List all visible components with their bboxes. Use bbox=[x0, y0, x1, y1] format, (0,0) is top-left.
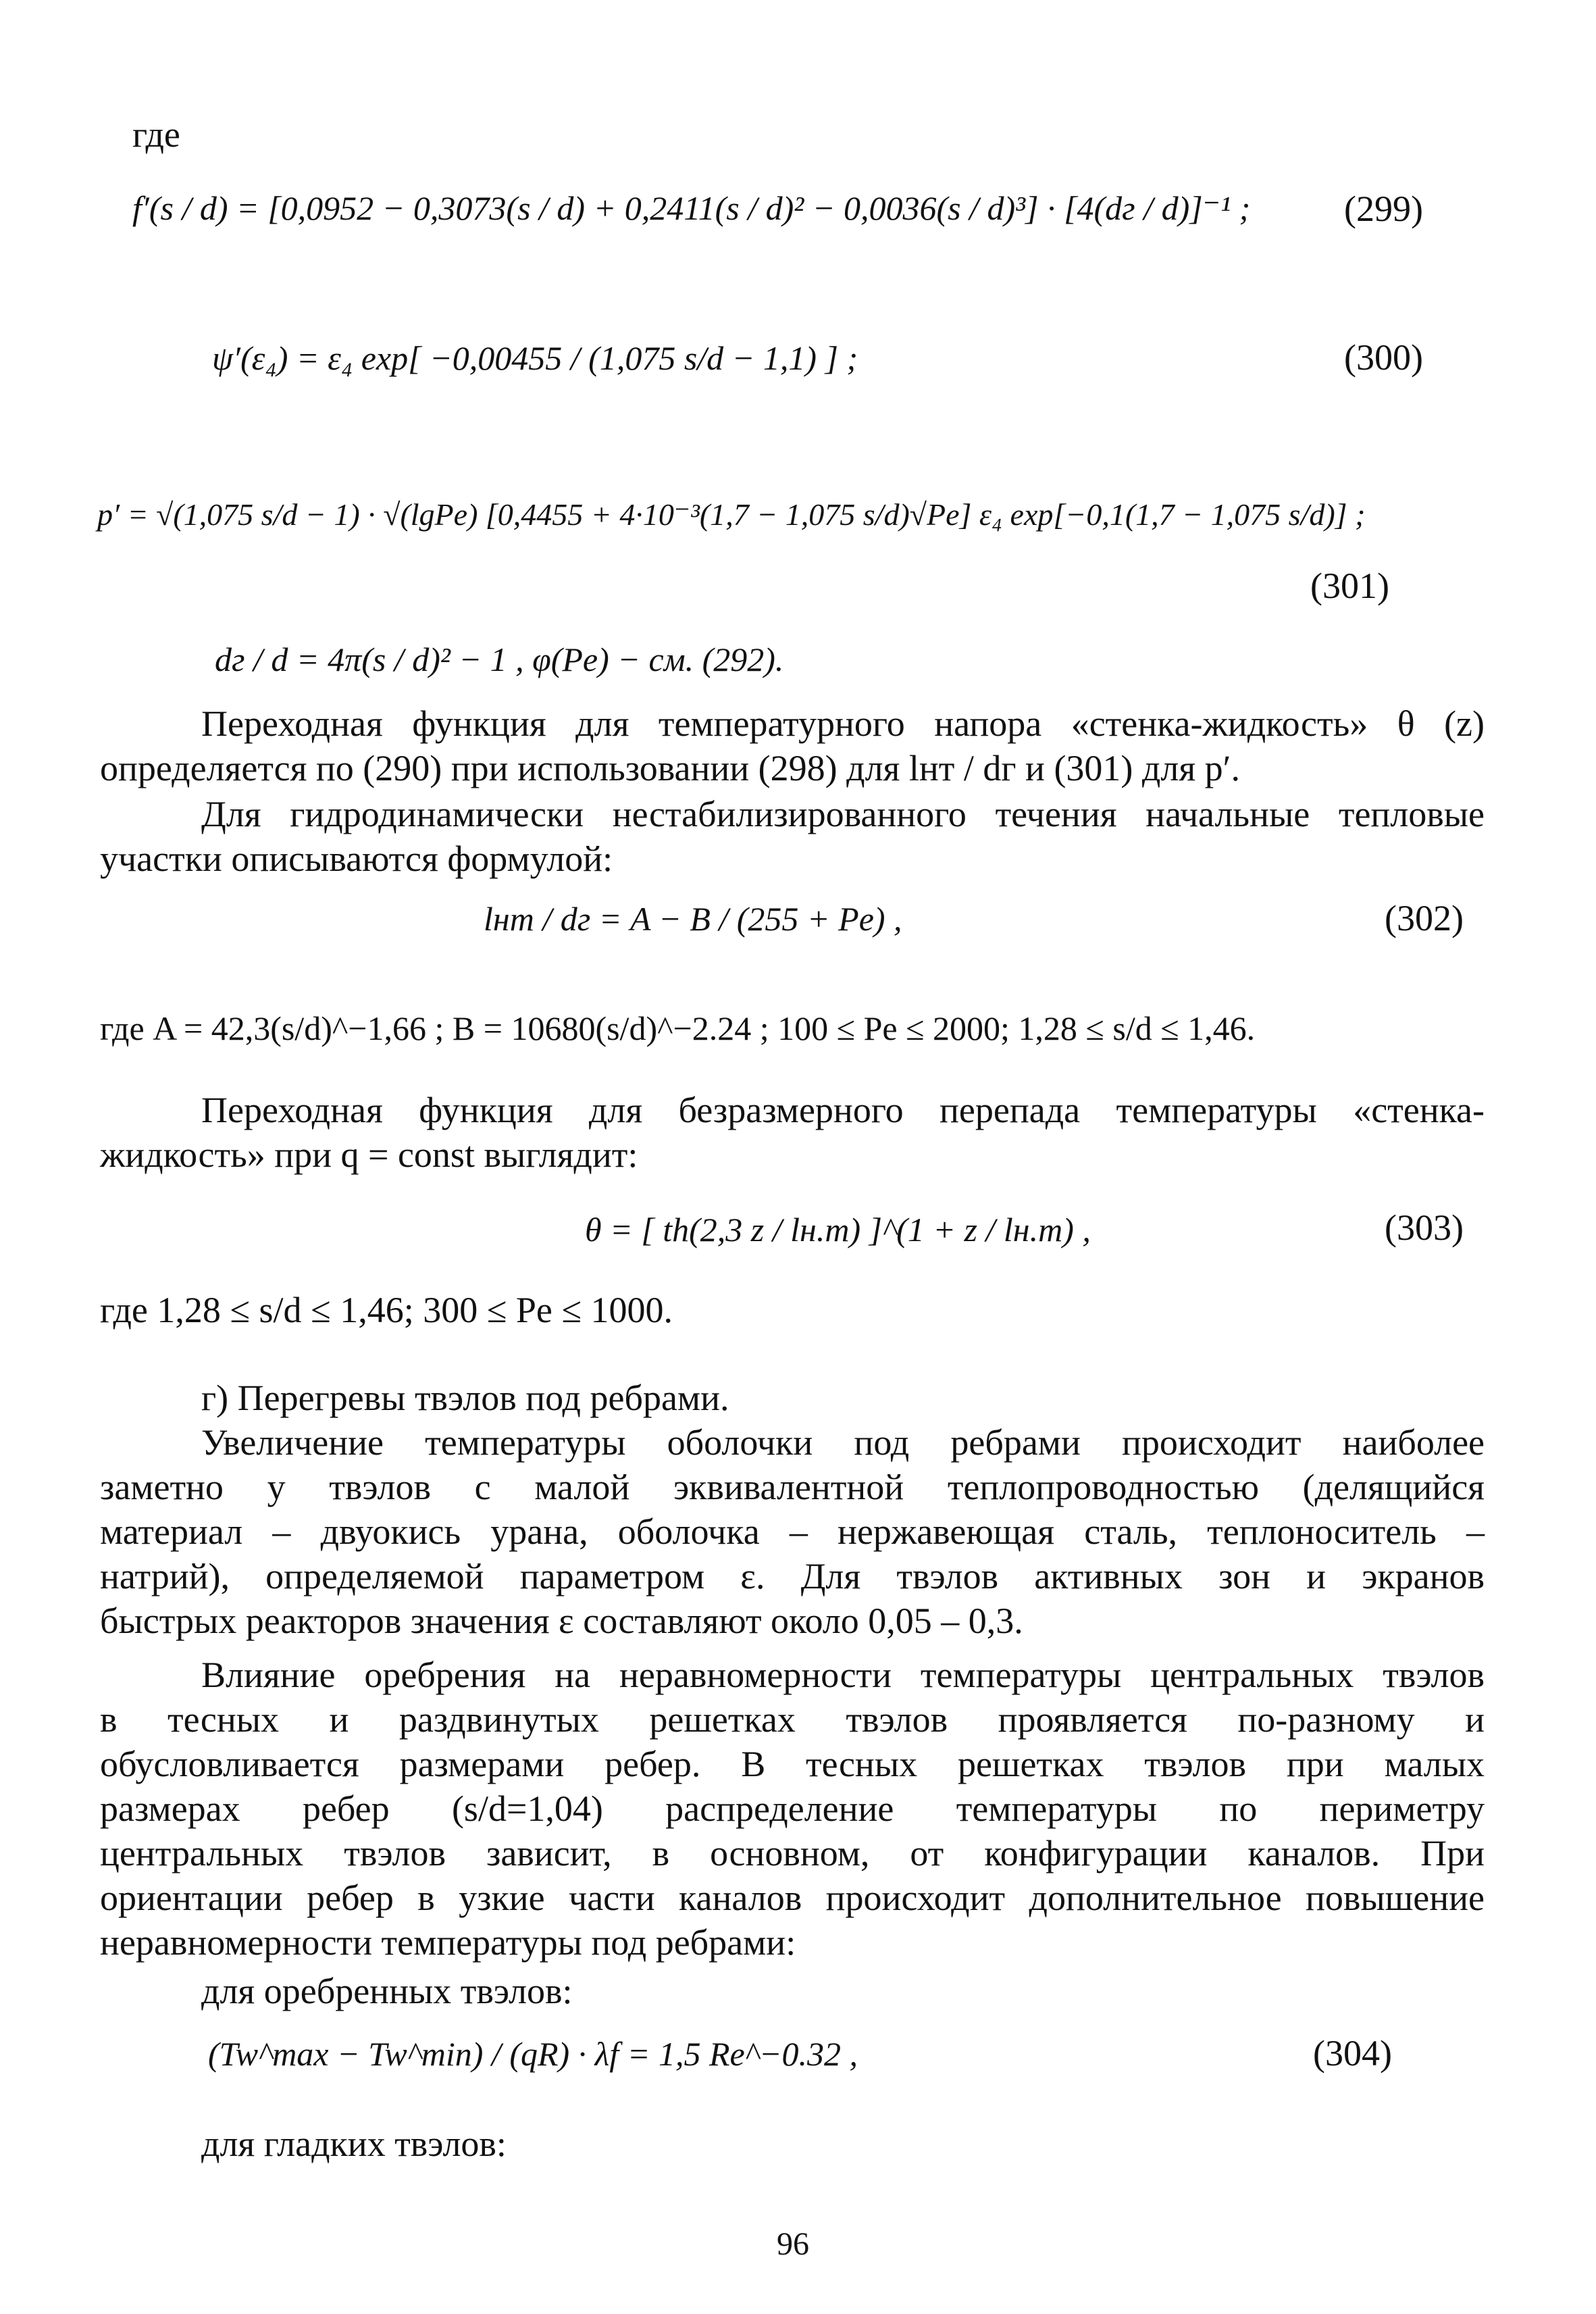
para2-line1: Для гидродинамически нестабилизированного течения начальные тепловые bbox=[201, 794, 1485, 834]
equation-304: (Tw^max − Tw^min) / (qR) · λf = 1,5 Re^−0.32 , bbox=[208, 2035, 858, 2073]
equation-299: f′(s / d) = [0,0952 − 0,3073(s / d) + 0,2411(s / d)² − 0,0036(s / d)³] · [4(dг / d)]⁻¹ ; bbox=[132, 189, 1251, 227]
finned-rods-label: для оребренных твэлов: bbox=[201, 1971, 573, 2011]
para5-line1: Влияние оребрения на неравномерности температуры центральных твэлов bbox=[201, 1655, 1485, 1695]
equation-number-302: (302) bbox=[1385, 898, 1464, 938]
smooth-rods-label: для гладких твэлов: bbox=[201, 2123, 507, 2164]
para5-line3: обусловливается размерами ребер. В тесных решетках твэлов при малых bbox=[100, 1744, 1485, 1784]
para1-line2: определяется по (290) при использовании (298) для lнт / dг и (301) для p′. bbox=[100, 748, 1240, 788]
para5-line7: неравномерности температуры под ребрами: bbox=[100, 1922, 796, 1963]
equation-302: lнт / dг = A − B / (255 + Pe) , bbox=[484, 900, 902, 938]
para2-line2: участки описываются формулой: bbox=[100, 838, 613, 879]
definition-dg: dг / d = 4π(s / d)² − 1 , φ(Pe) − см. (292). bbox=[215, 640, 784, 678]
where-302: где A = 42,3(s/d)^−1,66 ; B = 10680(s/d)^−2.24 ; 100 ≤ Pe ≤ 2000; 1,28 ≤ s/d ≤ 1,46. bbox=[100, 1009, 1256, 1047]
equation-303: θ = [ th(2,3 z / lн.т) ]^(1 + z / lн.т) , bbox=[585, 1211, 1091, 1249]
para5-line4: размерах ребер (s/d=1,04) распределение температуры по периметру bbox=[100, 1788, 1485, 1829]
equation-number-299: (299) bbox=[1344, 188, 1423, 229]
para4-line3: материал – двуокись урана, оболочка – нержавеющая сталь, теплоноситель – bbox=[100, 1511, 1485, 1552]
equation-301: p′ = √(1,075 s/d − 1) · √(lgPe) [0,4455 + 4·10⁻³(1,7 − 1,075 s/d)√Pe] ε₄ exp[−0,1(1,7 − 1,075 s/d)] ; bbox=[97, 497, 1366, 532]
para5-line2: в тесных и раздвинутых решетках твэлов проявляется по-разному и bbox=[100, 1699, 1485, 1740]
page-number: 96 bbox=[777, 2226, 809, 2262]
equation-number-300: (300) bbox=[1344, 337, 1423, 378]
para3-line1: Переходная функция для безразмерного перепада температуры «стенка- bbox=[201, 1090, 1485, 1130]
para1-line1: Переходная функция для температурного напора «стенка-жидкость» θ (z) bbox=[201, 703, 1485, 744]
where-303: где 1,28 ≤ s/d ≤ 1,46; 300 ≤ Pe ≤ 1000. bbox=[100, 1290, 673, 1330]
para4-line1: Увеличение температуры оболочки под ребрами происходит наиболее bbox=[201, 1422, 1485, 1463]
para4-line4: натрий), определяемой параметром ε. Для твэлов активных зон и экранов bbox=[100, 1556, 1485, 1596]
para4-line5: быстрых реакторов значения ε составляют около 0,05 – 0,3. bbox=[100, 1601, 1023, 1641]
para5-line5: центральных твэлов зависит, в основном, от конфигурации каналов. При bbox=[100, 1833, 1485, 1873]
para4-line2: заметно у твэлов с малой эквивалентной теплопроводностью (делящийся bbox=[100, 1467, 1485, 1507]
equation-number-301: (301) bbox=[1310, 565, 1389, 606]
section-heading-g: г) Перегревы твэлов под ребрами. bbox=[201, 1378, 729, 1418]
intro-where: где bbox=[132, 114, 180, 155]
equation-number-303: (303) bbox=[1385, 1207, 1464, 1248]
para5-line6: ориентации ребер в узкие части каналов происходит дополнительное повышение bbox=[100, 1878, 1485, 1918]
equation-number-304: (304) bbox=[1313, 2033, 1392, 2073]
equation-300: ψ′(ε₄) = ε₄ exp[ −0,00455 / (1,075 s/d − 1,1) ] ; bbox=[212, 339, 858, 377]
para3-line2: жидкость» при q = const выглядит: bbox=[100, 1134, 638, 1175]
